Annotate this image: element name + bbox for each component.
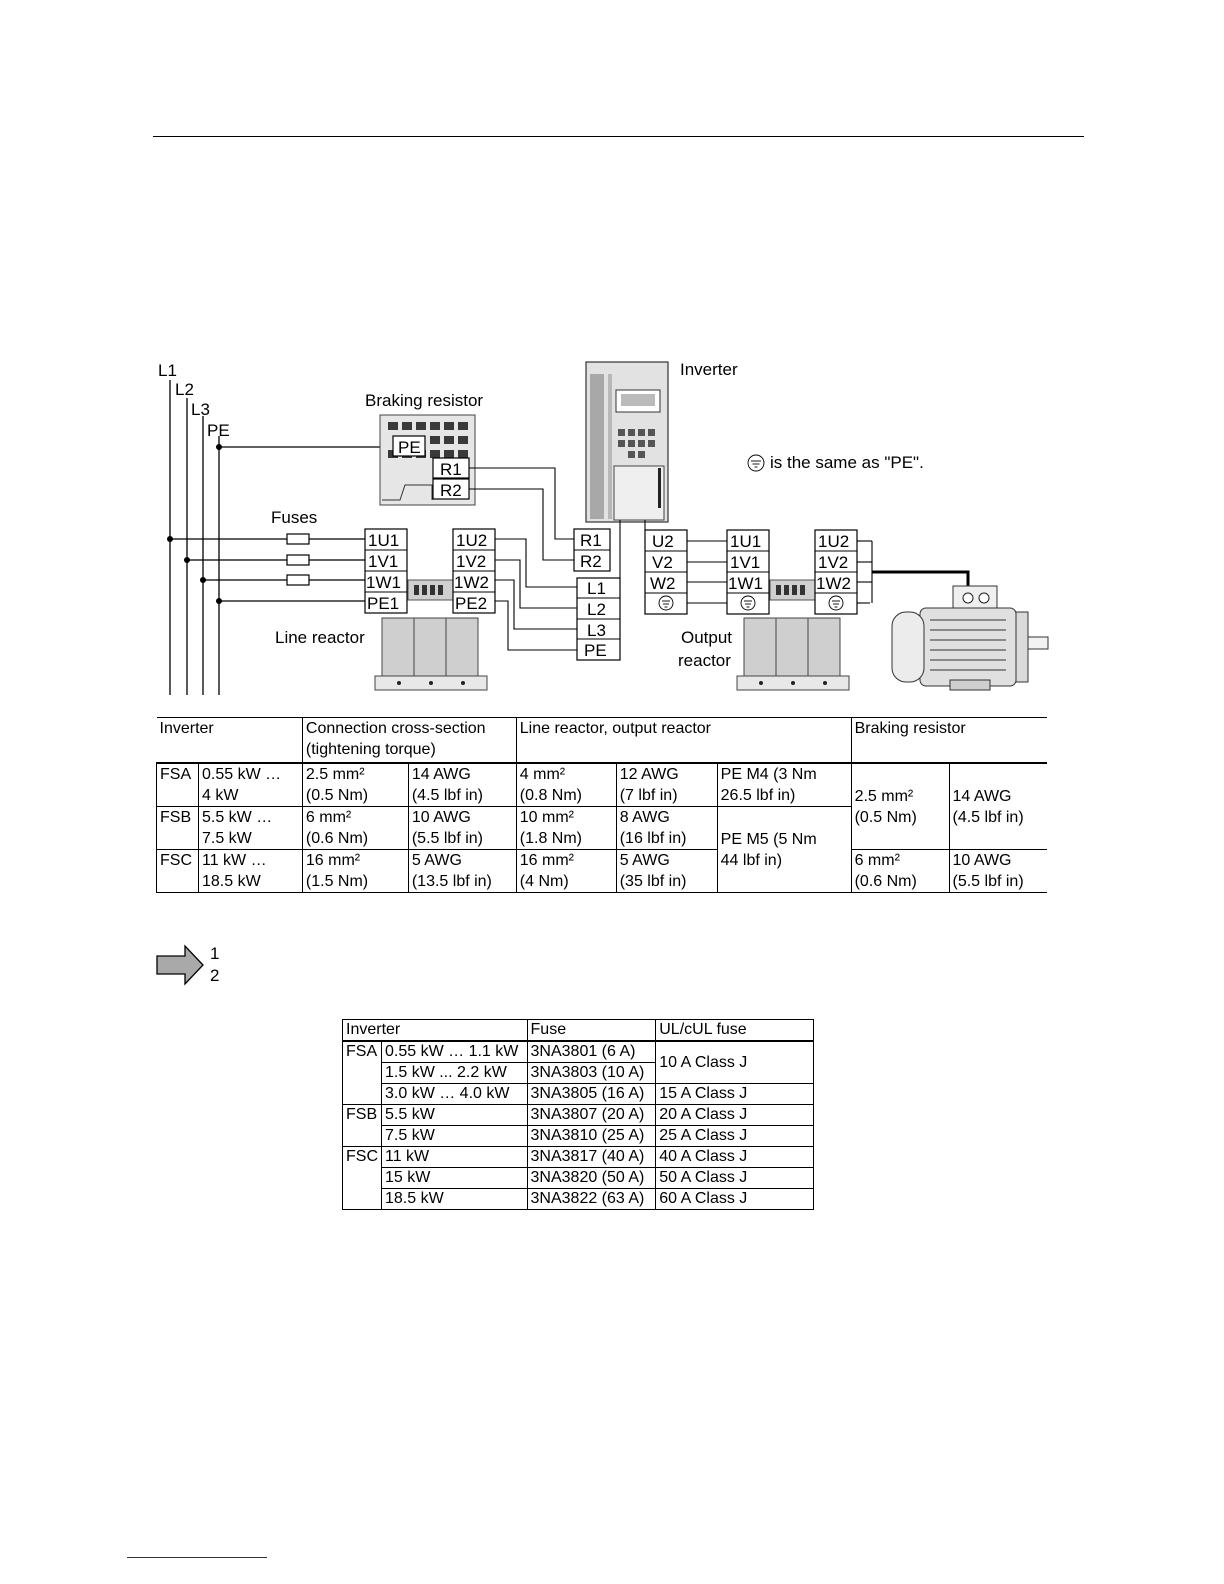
power: 11 kW [382, 1147, 528, 1168]
fuse-icon [287, 555, 309, 565]
power: 3.0 kW … 4.0 kW [382, 1084, 528, 1105]
ul-fuse: 40 A Class J [656, 1147, 814, 1168]
rail-label-l2: L2 [175, 380, 194, 399]
frame-size: FSC [343, 1147, 382, 1210]
lr-out-1v2: 1V2 [456, 552, 487, 571]
ul-fuse: 60 A Class J [656, 1189, 814, 1210]
braking-awg: 14 AWG (4.5 lbf in) [949, 763, 1047, 850]
earth-symbol-icon [748, 455, 764, 471]
nav-line-2: 2 [210, 966, 220, 985]
lr-in-pe1: PE1 [367, 594, 400, 613]
braking-awg: 10 AWG (5.5 lbf in) [949, 850, 1047, 893]
lr-in-1u1: 1U1 [368, 531, 400, 550]
connection-cross-section-table [156, 717, 1047, 893]
fuse: 3NA3803 (10 A) [527, 1063, 656, 1084]
output-reactor-label-1: Output [681, 628, 733, 647]
rail-label-l1: L1 [158, 361, 177, 380]
fuse: 3NA3801 (6 A) [527, 1041, 656, 1063]
table-row [343, 1105, 814, 1126]
nav-line-1: 1 [210, 944, 220, 963]
power: 0.55 kW … 1.1 kW [382, 1041, 528, 1063]
wiring-diagram [150, 350, 1060, 710]
inv-line-l3: L3 [587, 621, 606, 640]
ul-fuse: 15 A Class J [656, 1084, 814, 1105]
table-row [157, 850, 1048, 893]
br-terminal-r1: R1 [440, 460, 462, 479]
table-row [343, 1147, 814, 1168]
table-row [343, 1041, 814, 1063]
footnote-rule [127, 1557, 267, 1558]
reactor-mm: 16 mm² (4 Nm) [516, 850, 616, 893]
header-rule [153, 136, 1084, 137]
frame-size: FSB [157, 807, 199, 850]
table-row [343, 1084, 814, 1105]
lr-in-1v1: 1V1 [368, 552, 399, 571]
power-range: 11 kW … 18.5 kW [198, 850, 302, 893]
inv-motor-v2: V2 [652, 553, 673, 572]
table-row [343, 1126, 814, 1147]
reactor-pe-m4: PE M4 (3 Nm 26.5 lbf in) [717, 763, 851, 807]
or-in-1v1: 1V1 [730, 553, 761, 572]
frame-size: FSB [343, 1105, 382, 1147]
ul-fuse: 10 A Class J [656, 1041, 814, 1084]
fuse-table [342, 1019, 814, 1210]
fuse-icon [287, 575, 309, 585]
fuse-col-fuse: Fuse [527, 1020, 656, 1042]
cross-section-mm: 2.5 mm² (0.5 Nm) [302, 763, 408, 807]
cross-section-mm: 16 mm² (1.5 Nm) [302, 850, 408, 893]
fuses-label: Fuses [271, 508, 318, 527]
br-terminal-pe: PE [398, 438, 421, 457]
frame-size: FSA [343, 1041, 382, 1105]
fuse: 3NA3805 (16 A) [527, 1084, 656, 1105]
reactor-mm: 10 mm² (1.8 Nm) [516, 807, 616, 850]
power-range: 0.55 kW … 4 kW [198, 763, 302, 807]
reactor-awg: 12 AWG (7 lbf in) [616, 763, 717, 807]
fuse: 3NA3820 (50 A) [527, 1168, 656, 1189]
inv-line-l2: L2 [587, 600, 606, 619]
cross-section-awg: 14 AWG (4.5 lbf in) [408, 763, 516, 807]
power: 15 kW [382, 1168, 528, 1189]
fuse-col-ul: UL/cUL fuse [656, 1020, 814, 1042]
motor-icon [892, 586, 1048, 690]
frame-size: FSC [157, 850, 199, 893]
inv-motor-u2: U2 [652, 532, 674, 551]
inv-line-pe: PE [584, 641, 607, 660]
col-header-braking: Braking resistor [851, 718, 1047, 764]
pe-note: is the same as "PE". [770, 453, 924, 472]
ul-fuse: 50 A Class J [656, 1168, 814, 1189]
power: 1.5 kW ... 2.2 kW [382, 1063, 528, 1084]
or-in-1w1: 1W1 [728, 574, 763, 593]
fuse-icon [287, 534, 309, 544]
fuse: 3NA3810 (25 A) [527, 1126, 656, 1147]
power: 7.5 kW [382, 1126, 528, 1147]
frame-size: FSA [157, 763, 199, 807]
rail-label-l3: L3 [191, 400, 210, 419]
inv-line-l1: L1 [587, 579, 606, 598]
braking-resistor-title: Braking resistor [365, 391, 484, 410]
lr-out-pe2: PE2 [455, 594, 488, 613]
terminal-strip-icon [408, 580, 453, 600]
reactor-awg: 8 AWG (16 lbf in) [616, 807, 717, 850]
power-range: 5.5 kW … 7.5 kW [198, 807, 302, 850]
fuse: 3NA3817 (40 A) [527, 1147, 656, 1168]
col-header-reactor: Line reactor, output reactor [516, 718, 851, 764]
table-row [343, 1168, 814, 1189]
line-reactor-icon [375, 618, 487, 690]
rail-label-pe: PE [207, 421, 230, 440]
or-out-1u2: 1U2 [818, 532, 850, 551]
fuse: 3NA3822 (63 A) [527, 1189, 656, 1210]
reactor-awg: 5 AWG (35 lbf in) [616, 850, 717, 893]
inverter-title: Inverter [680, 360, 738, 379]
output-reactor-icon [737, 618, 849, 690]
braking-mm: 6 mm² (0.6 Nm) [851, 850, 949, 893]
col-header-inverter: Inverter [157, 718, 303, 764]
or-out-1v2: 1V2 [818, 553, 849, 572]
br-terminal-r2: R2 [440, 481, 462, 500]
ul-fuse: 20 A Class J [656, 1105, 814, 1126]
or-out-1w2: 1W2 [816, 574, 851, 593]
line-reactor-label: Line reactor [275, 628, 365, 647]
table-row [343, 1189, 814, 1210]
reactor-mm: 4 mm² (0.8 Nm) [516, 763, 616, 807]
reactor-pe-m5: PE M5 (5 Nm 44 lbf in) [717, 807, 851, 893]
inverter-icon [586, 362, 668, 522]
lr-in-1w1: 1W1 [366, 573, 401, 592]
inv-motor-w2: W2 [650, 574, 676, 593]
table-row [157, 763, 1048, 807]
cross-section-awg: 10 AWG (5.5 lbf in) [408, 807, 516, 850]
fuse: 3NA3807 (20 A) [527, 1105, 656, 1126]
output-reactor-label-2: reactor [678, 651, 731, 670]
lr-out-1u2: 1U2 [456, 531, 488, 550]
power: 18.5 kW [382, 1189, 528, 1210]
fuse-col-inverter: Inverter [343, 1020, 528, 1042]
or-in-1u1: 1U1 [730, 532, 762, 551]
inv-brake-r2: R2 [580, 552, 602, 571]
inv-brake-r1: R1 [580, 531, 602, 550]
power: 5.5 kW [382, 1105, 528, 1126]
lr-out-1w2: 1W2 [454, 573, 489, 592]
ul-fuse: 25 A Class J [656, 1126, 814, 1147]
cross-section-mm: 6 mm² (0.6 Nm) [302, 807, 408, 850]
col-header-cross-section: Connection cross-section (tightening torque) [302, 718, 516, 764]
cross-reference-arrow[interactable] [155, 944, 235, 988]
arrow-right-icon [155, 944, 205, 988]
terminal-strip-icon [770, 580, 815, 600]
braking-mm: 2.5 mm² (0.5 Nm) [851, 763, 949, 850]
cross-section-awg: 5 AWG (13.5 lbf in) [408, 850, 516, 893]
